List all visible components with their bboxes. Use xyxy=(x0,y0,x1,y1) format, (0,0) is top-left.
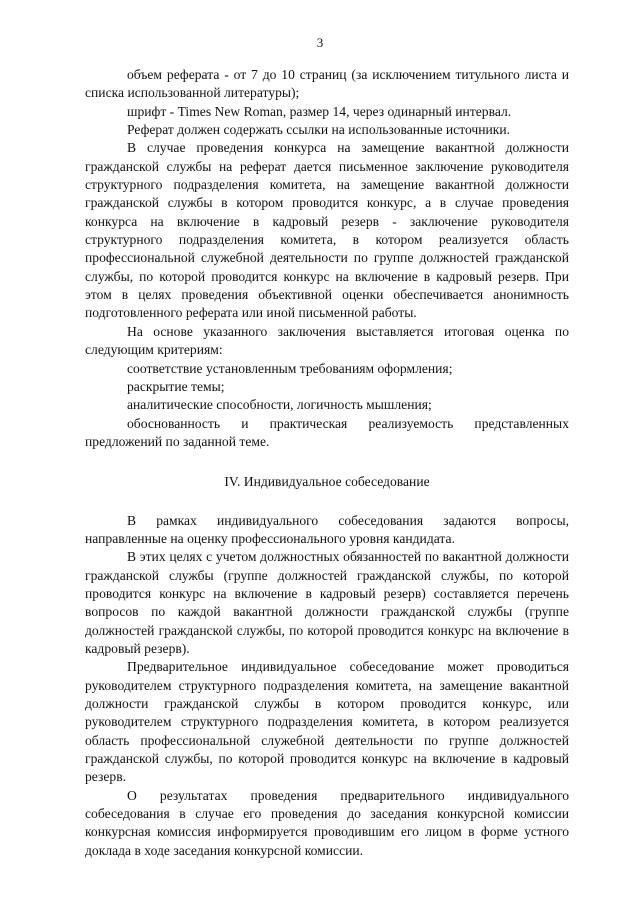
criteria-item: обоснованность и практическая реализуемость представленных предложений по заданной теме. xyxy=(85,415,569,449)
paragraph: В случае проведения конкурса на замещение вакантной должности гражданской службы на реферат дается письменное заключение руководителя структурного подразделения комитета, на замещение вакантной должности гражданской службы в котором проводится конкурс, а в случае проведения конкурса на включение в кадровый резерв - заключение руководителя структурного подразделения комитета, в котором реализуется область профессиональной служебной деятельности по группе должностей гражданской службы, по которой проводится конкурс на включение в кадровый резерв. При этом в целях проведения объективной оценки обеспечивается анонимность подготовленного реферата или иной письменной работы. xyxy=(85,140,569,321)
paragraph: В рамках индивидуального собеседования задаются вопросы, направленные на оценку профессионального уровня кандидата. xyxy=(85,512,569,546)
document-body xyxy=(85,66,569,860)
criteria-item: аналитические способности, логичность мышления; xyxy=(127,397,432,413)
paragraph: Реферат должен содержать ссылки на использованные источники. xyxy=(127,122,511,138)
criteria-item: раскрытие темы; xyxy=(127,378,225,394)
page-number: 3 xyxy=(316,35,324,50)
paragraph: О результатах проведения предварительного индивидуального собеседования в случае его проведения до заседания конкурсной комиссии конкурсная комиссия информируется проводившим его лицом в форме устного доклада в ходе заседания конкурсной комиссии. xyxy=(85,787,569,858)
paragraph: шрифт - Times New Roman, размер 14, через одинарный интервал. xyxy=(127,103,512,119)
criteria-item: соответствие установленным требованиям оформления; xyxy=(127,360,453,376)
paragraph: На основе указанного заключения выставляется итоговая оценка по следующим критериям: xyxy=(85,323,569,358)
paragraph: объем реферата - от 7 до 10 страниц (за исключением титульного листа и списка использованной литературы); xyxy=(85,67,569,101)
section-heading: IV. Индивидуальное собеседование xyxy=(224,474,430,490)
paragraph: Предварительное индивидуальное собеседование может проводиться руководителем структурного подразделения комитета, на замещение вакантной должности гражданской службы в котором проводится конкурс, или руководителем структурного подразделения комитета, в котором реализуется область профессиональной служебной деятельности по группе должностей гражданской службы, по которой проводится конкурс на включение в кадровый резерв. xyxy=(85,659,569,785)
paragraph: В этих целях с учетом должностных обязанностей по вакантной должности гражданской службы (группе должностей гражданской службы, по которой проводится конкурс на включение в кадровый резерв) составляется перечень вопросов по каждой вакантной должности гражданской службы (группе должностей гражданской службы, по которой проводится конкурс на включение в кадровый резерв). xyxy=(85,549,569,656)
